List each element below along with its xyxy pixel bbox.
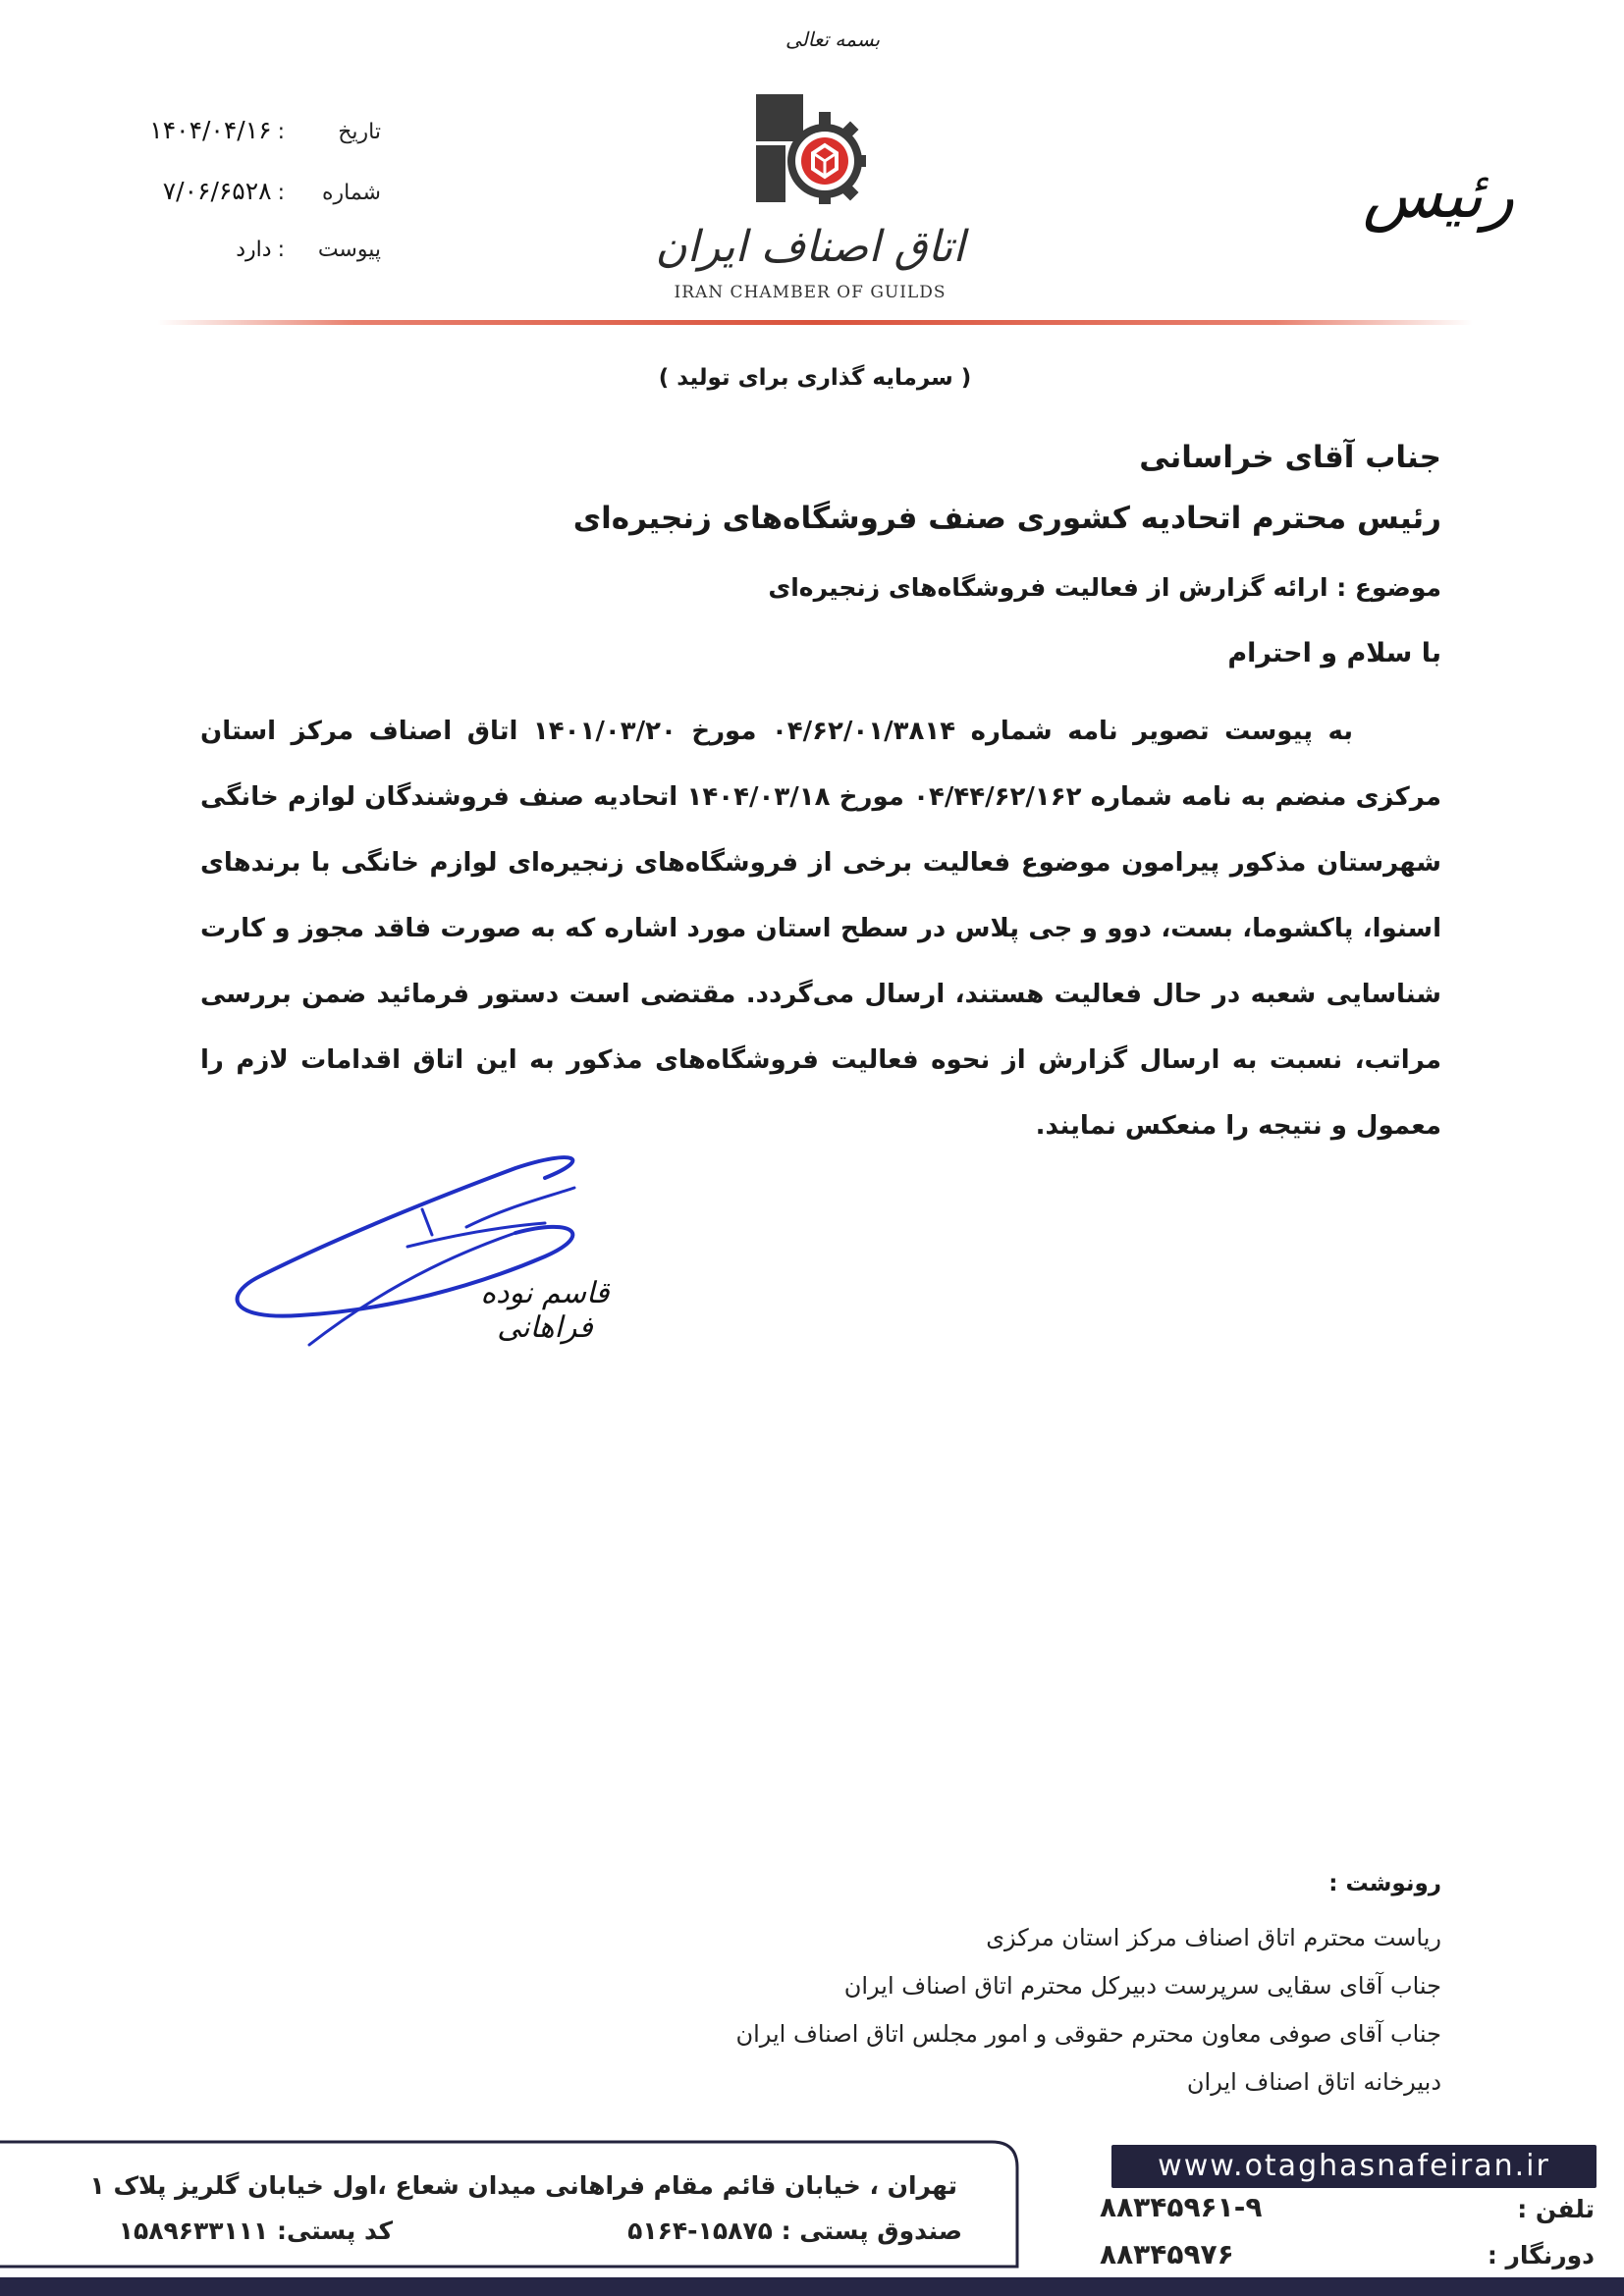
- copies-list: [558, 1914, 1441, 2107]
- letter-meta: [116, 116, 381, 298]
- letter-body: به پیوست تصویر نامه شماره ۰۴/۶۲/۰۱/۳۸۱۴ مورخ ۱۴۰۱/۰۳/۲۰ اتاق اصناف مرکز استان مرکزی منضم به نامه شماره ۰۴/۴۴/۶۲/۱۶۲ مورخ ۱۴۰۴/۰۳/۱۸ اتحادیه صنف فروشندگان لوازم خانگی شهرستان مذکور پیرامون موضوع فعالیت برخی از فروشگاه‌های زنجیره‌ای لوازم خانگی با برندهای اسنوا، پاکشوما، بست، دوو و جی پلاس در سطح استان مورد اشاره که به صورت فاقد مجوز و کارت شناسایی شعبه در حال فعالیت هستند، ارسال می‌گردد. مقتضی است دستور فرمائید ضمن بررسی مراتب، نسبت به ارسال گزارش از نحوه فعالیت فروشگاه‌های مذکور به این اتاق اقدامات لازم را معمول و نتیجه را منعکس نمایند.: [200, 717, 1441, 1141]
- footer-website-link[interactable]: www.otaghasnafeiran.ir: [1111, 2145, 1597, 2188]
- meta-date-label: تاریخ: [338, 120, 381, 144]
- letter-subject: موضوع : ارائه گزارش از فعالیت فروشگاه‌های زنجیره‌ای: [768, 573, 1441, 602]
- meta-attachment-label: پیوست: [317, 238, 381, 262]
- footer-fax-label: دورنگار :: [1487, 2241, 1595, 2269]
- meta-attachment: پیوست : دارد: [236, 238, 381, 262]
- basmala-text: بسمه تعالی: [785, 27, 881, 51]
- motto: ( سرمایه گذاری برای تولید ): [658, 365, 972, 391]
- greeting: با سلام و احترام: [1227, 638, 1441, 668]
- footer-fax-value: ۸۸۳۴۵۹۷۶: [1100, 2238, 1234, 2270]
- meta-number: شماره : ۷/۰۶/۶۵۲۸: [162, 177, 381, 205]
- footer-tel-value: ۸۸۳۴۵۹۶۱-۹: [1100, 2191, 1263, 2223]
- copies-title: رونوشت :: [1328, 1871, 1441, 1896]
- meta-date-value: ۱۴۰۴/۰۴/۱۶: [149, 116, 272, 144]
- footer-postal-code: کد پستی: ۱۵۸۹۶۳۳۱۱۱: [118, 2216, 393, 2245]
- header-divider: [157, 320, 1473, 325]
- footer-address-frame: [0, 2138, 1021, 2270]
- list-item: جناب آقای صوفی معاون محترم حقوقی و امور مجلس اتاق اصناف ایران: [735, 2020, 1441, 2048]
- president-calligraphy: رئیس: [1362, 157, 1515, 233]
- list-item: جناب آقای سقایی سرپرست دبیرکل محترم اتاق اصناف ایران: [843, 1972, 1441, 2000]
- footer-postal-box: صندوق پستی : ۱۵۸۷۵-۵۱۶۴: [627, 2216, 962, 2245]
- signer-name: قاسم نوده فراهانی: [480, 1276, 610, 1345]
- addressee-name: جناب آقای خراسانی: [1139, 440, 1441, 475]
- footer-bottom-bar: [0, 2277, 1624, 2296]
- meta-number-value: ۷/۰۶/۶۵۲۸: [162, 177, 272, 205]
- logo-english-text: IRAN CHAMBER OF GUILDS: [674, 283, 947, 302]
- chamber-logo: [648, 27, 972, 312]
- list-item: ریاست محترم اتاق اصناف مرکز استان مرکزی: [986, 1924, 1441, 1951]
- list-item: دبیرخانه اتاق اصناف ایران: [1186, 2068, 1441, 2096]
- footer-tel-label: تلفن :: [1517, 2195, 1595, 2223]
- meta-date: تاریخ : ۱۴۰۴/۰۴/۱۶: [149, 116, 381, 144]
- meta-attachment-value: دارد: [236, 238, 272, 262]
- footer-address: تهران ، خیابان قائم مقام فراهانی میدان شعاع ،اول خیابان گلریز پلاک ۱: [89, 2171, 957, 2200]
- meta-number-label: شماره: [321, 181, 381, 205]
- addressee-title: رئیس محترم اتحادیه کشوری صنف فروشگاه‌های زنجیره‌ای: [572, 501, 1441, 536]
- logo-persian-text: اتاق اصناف ایران: [655, 222, 965, 272]
- gear-emblem-icon: [746, 84, 874, 212]
